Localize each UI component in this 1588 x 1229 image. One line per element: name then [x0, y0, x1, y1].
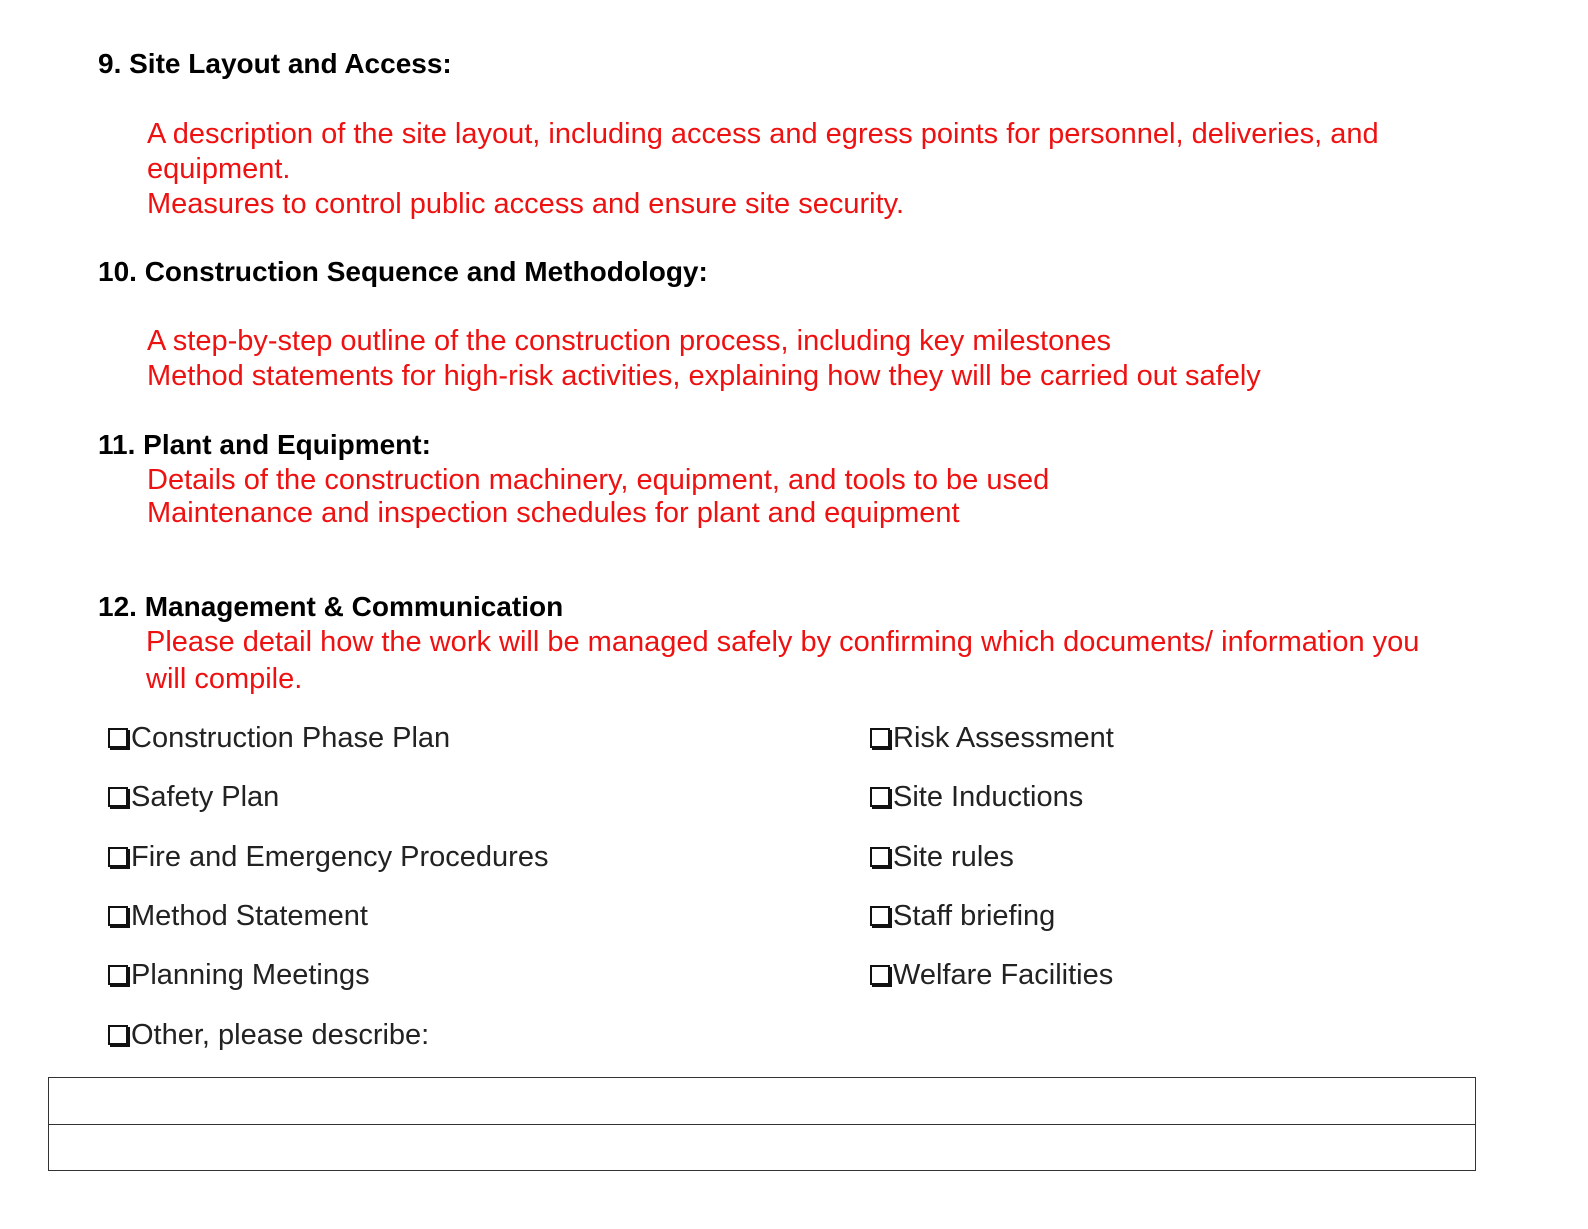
checkbox-staff-briefing[interactable]: [870, 900, 1055, 933]
checkbox-label: Site Inductions: [893, 781, 1084, 813]
checkbox-label: Staff briefing: [893, 900, 1056, 932]
checkbox-label: Site rules: [893, 841, 1014, 873]
section-11-line-2: Maintenance and inspection schedules for plant and equipment: [147, 497, 960, 529]
section-10-line-2: Method statements for high-risk activities, explaining how they will be carried out safely: [147, 360, 1261, 392]
other-description-table: [48, 1077, 1476, 1171]
section-10-heading: 10. Construction Sequence and Methodology:: [98, 256, 708, 287]
checkbox-icon[interactable]: [108, 728, 128, 748]
checkbox-icon[interactable]: [870, 787, 890, 807]
checkbox-label: Method Statement: [131, 900, 368, 932]
other-description-row-2[interactable]: [49, 1124, 1475, 1171]
checkbox-other[interactable]: [108, 1019, 429, 1052]
section-9-heading: 9. Site Layout and Access:: [98, 48, 452, 79]
checkbox-label: Safety Plan: [131, 781, 280, 813]
checkbox-label: Welfare Facilities: [893, 959, 1114, 991]
checkbox-icon[interactable]: [108, 787, 128, 807]
section-11-line-1: Details of the construction machinery, equipment, and tools to be used: [147, 464, 1050, 496]
checkbox-safety-plan[interactable]: [108, 781, 279, 814]
checkbox-method-statement[interactable]: [108, 900, 368, 933]
checkbox-icon[interactable]: [108, 965, 128, 985]
section-11-heading: 11. Plant and Equipment:: [98, 429, 431, 460]
checkbox-icon[interactable]: [108, 906, 128, 926]
checkbox-icon[interactable]: [870, 847, 890, 867]
checkbox-construction-phase-plan[interactable]: [108, 722, 450, 755]
checkbox-icon[interactable]: [870, 728, 890, 748]
section-9-line-3: Measures to control public access and ensure site security.: [147, 188, 905, 220]
checkbox-icon[interactable]: [870, 965, 890, 985]
section-12-line-2: will compile.: [146, 663, 303, 695]
section-10-line-1: A step-by-step outline of the construction process, including key milestones: [147, 325, 1111, 357]
checkbox-risk-assessment[interactable]: [870, 722, 1114, 755]
checkbox-fire-emergency-procedures[interactable]: [108, 841, 548, 874]
checkbox-icon[interactable]: [108, 1025, 128, 1045]
checkbox-welfare-facilities[interactable]: [870, 959, 1113, 992]
checkbox-site-inductions[interactable]: [870, 781, 1083, 814]
section-9-line-2: equipment.: [147, 153, 291, 185]
section-12-heading: 12. Management & Communication: [98, 591, 564, 622]
checkbox-label: Construction Phase Plan: [131, 722, 451, 754]
checkbox-icon[interactable]: [108, 847, 128, 867]
checkbox-icon[interactable]: [870, 906, 890, 926]
section-12-line-1: Please detail how the work will be managed safely by confirming which documents/ information you: [146, 626, 1420, 658]
checkbox-label: Risk Assessment: [893, 722, 1114, 754]
checkbox-label: Fire and Emergency Procedures: [131, 841, 549, 873]
section-9-line-1: A description of the site layout, including access and egress points for personnel, deliveries, and: [147, 118, 1379, 150]
checkbox-planning-meetings[interactable]: [108, 959, 370, 992]
other-description-row-1[interactable]: [49, 1078, 1475, 1124]
checkbox-site-rules[interactable]: [870, 841, 1014, 874]
checkbox-label: Planning Meetings: [131, 959, 370, 991]
checkbox-label: Other, please describe:: [131, 1019, 430, 1051]
